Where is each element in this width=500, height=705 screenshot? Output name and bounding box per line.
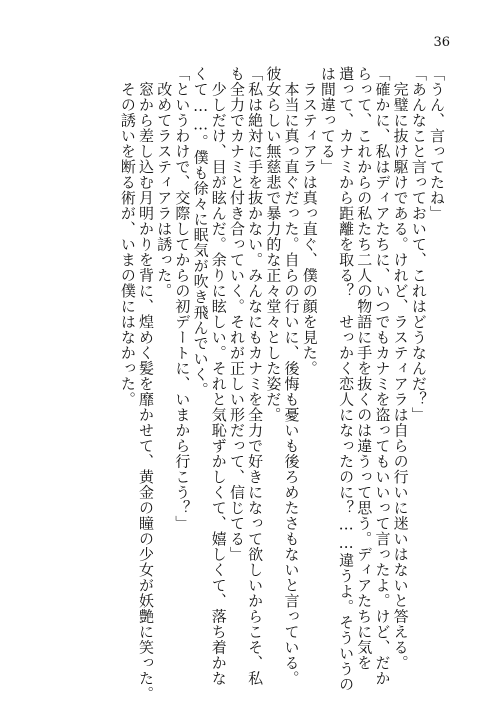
text-line: は間違ってる」 [318, 66, 337, 175]
text-line: 完璧に抜け駆けである。けれど、ラスティアラは自らの行いに迷いはないと答える。 [391, 66, 410, 671]
text-line: くて……。僕も徐々に眠気が吹き飛んでいく。 [191, 66, 210, 398]
text-line: 窓から差し込む月明かりを背に、煌めく髪を靡かせて、黄金の瞳の少女が妖艶に笑った。 [137, 66, 155, 702]
text-line: 「うん、言ってたね」 [428, 66, 446, 221]
text-line: 少しだけ、目が眩んだ。余りに眩しい。それと気恥ずかしくて、嬉しくて、落ち着かな [209, 66, 228, 686]
text-line: 「あんなこと言っておいて、これはどうなんだ？」 [409, 66, 428, 423]
text-line: 彼女らしい無慈悲で暴力的な正々堂々とした姿だ。 [264, 66, 283, 423]
vertical-text-body [118, 66, 446, 702]
text-line: 遣って、カナミから距離を取る？ せっかく恋人になったのに？……違うよ。そういうの [337, 66, 356, 692]
text-line: 「というわけで、交際してからの初デートに、いまから行こう？」 [173, 66, 192, 531]
text-line: 「確かに、私はディアたちに、いつでもカナミを盗ってもいいって言ったよ。けど、だか [373, 66, 392, 686]
text-line: その誘いを断る術が、いまの僕にはなかった。 [118, 66, 137, 407]
page-number: 36 [433, 35, 450, 50]
text-line: らって、これからの私たち二人の物語に手を抜くのは違うって思う。ディアたちに気を [355, 66, 374, 671]
text-line: 本当に真っ直ぐだった。自らの行いに、後悔も憂いも後ろめたさもないと言っている。 [282, 66, 301, 686]
text-line: 「私は絶対に手を抜かない。みんなにもカナミを全力で好きになって欲しいからこそ、私 [246, 66, 265, 686]
text-line: も全力でカナミと付き合っていく。それが正しい形だって、信じてる」 [227, 66, 246, 562]
text-line: ラスティアラは真っ直ぐ、僕の顔を見た。 [300, 66, 319, 376]
text-line: 改めてラスティアラは誘った。 [155, 66, 174, 299]
